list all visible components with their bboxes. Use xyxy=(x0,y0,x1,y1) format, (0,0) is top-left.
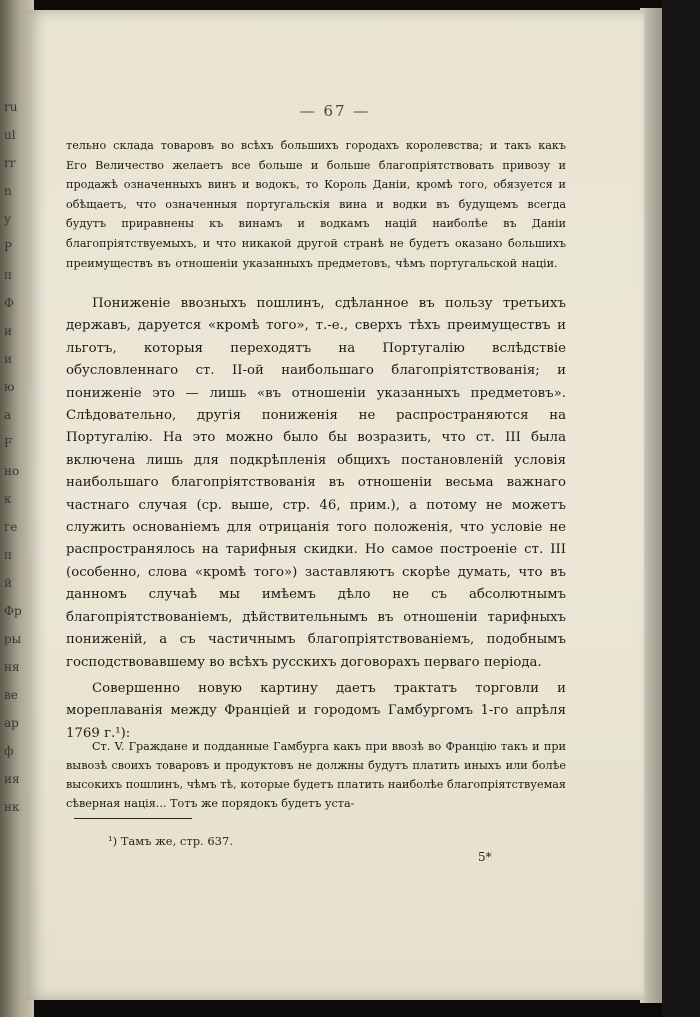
previous-page-fragment: n xyxy=(4,184,12,198)
quoted-article xyxy=(66,737,566,813)
footnote-rule xyxy=(74,818,192,819)
previous-page-fragment: ul xyxy=(4,128,16,142)
book-cover-edge xyxy=(662,0,700,1017)
previous-page-fragment: Р xyxy=(4,240,13,254)
previous-page-fragment: у xyxy=(4,212,12,226)
previous-page-fragment: F xyxy=(4,436,13,450)
previous-page-fragment: ф xyxy=(4,744,14,758)
previous-page-fragment: нк xyxy=(4,800,20,814)
previous-page-fragment: а xyxy=(4,408,12,422)
previous-page-fragment: ия xyxy=(4,772,20,786)
previous-page-fragment: й xyxy=(4,576,12,590)
previous-page-fragment: ня xyxy=(4,660,20,674)
previous-page-fragment: rr xyxy=(4,156,16,170)
paragraph-1: тельно склада товаровъ во всѣхъ большихъ городахъ королевства; и такъ какъ Его Величество желаетъ все больше и больше благопріятствовать привозу и продажѣ означенныхъ винъ и водокъ, то Король Даніи, кромѣ того, обязуется и обѣщаетъ, что означенныя португальскія вина и водки въ будущемъ всегда будутъ приравнены къ винамъ и водкамъ націй наиболѣе въ Даніи благопріятствуемыхъ, и что никакой другой странѣ не будетъ оказано большихъ преимуществъ въ отношеніи указанныхъ предметовъ, чѣмъ португальской націи. xyxy=(66,139,566,270)
previous-page-fragment: но xyxy=(4,464,20,478)
previous-page-fragment: и xyxy=(4,352,12,366)
footnote: ¹) Тамъ же, стр. 637. xyxy=(108,834,233,848)
previous-page-fragment: Фр xyxy=(4,604,22,618)
previous-page-fragment: ве xyxy=(4,688,18,702)
previous-page-fragment: Ф xyxy=(4,296,14,310)
paragraph-3: Совершенно новую картину даетъ трактатъ торговли и мореплаванія между Франціей и городомъ Гамбургомъ 1-го апрѣля 1769 г.¹): xyxy=(66,680,566,741)
paragraph-2: Пониженіе ввозныхъ пошлинъ, сдѣланное въ пользу третьихъ державъ, даруется «кромѣ того», т.-е., сверхъ тѣхъ преимуществъ и льготъ, которыя переходятъ на Португалію вслѣдствіе обусловленнаго ст. II-ой наибольшаго благопріятствованія; и пониженіе это — лишь «въ отношеніи указанныхъ предметовъ». Слѣдовательно, другія пониженія не распространяются на Португалію. На это можно было бы возразить, что ст. III была включена лишь для подкрѣпленія общихъ постановленій условія наибольшаго благопріятствованія въ отношеніи весьма важнаго частнаго случая (ср. выше, стр. 46, прим.), а потому не можетъ служить основаніемъ для отрицанія того положенія, что условіе не распространялось на тарифныя скидки. Но самое построеніе ст. III (особенно, слова «кромѣ того») заставляютъ скорѣе думать, что въ данномъ случаѣ мы имѣемъ дѣло не съ абсолютнымъ благопріятствованіемъ, дѣйствительнымъ въ отношеніи тарифныхъ пониженій, а съ частичнымъ благопріятствованіемъ, подобнымъ господствовавшему во всѣхъ русскихъ договорахъ перваго періода. xyxy=(66,296,566,670)
previous-page-fragment: ар xyxy=(4,716,19,730)
quote-text: Ст. V. Граждане и подданные Гамбурга какъ при ввозѣ во Францію такъ и при вывозѣ своихъ товаровъ и продуктовъ не должны будутъ платить иныхъ или болѣе высокихъ пошлинъ, чѣмъ тѣ, которые будетъ платить наиболѣе благопріятствуемая сѣверная нація... Тотъ же порядокъ будетъ уста- xyxy=(66,740,566,810)
paragraph-continued xyxy=(66,136,566,273)
previous-page-fragment: и xyxy=(4,324,12,338)
signature-mark: 5* xyxy=(478,850,492,864)
book-page xyxy=(26,10,644,1000)
previous-page-fragment: п xyxy=(4,268,12,282)
previous-page-fragment: ге xyxy=(4,520,18,534)
previous-page-fragment: ru xyxy=(4,100,18,114)
previous-page-fragment: к xyxy=(4,492,12,506)
previous-page-fragment: ю xyxy=(4,380,15,394)
previous-page-fragment: п xyxy=(4,548,12,562)
page-number: — 67 — xyxy=(299,102,371,120)
main-text xyxy=(66,293,566,745)
previous-page-fragment: ры xyxy=(4,632,22,646)
